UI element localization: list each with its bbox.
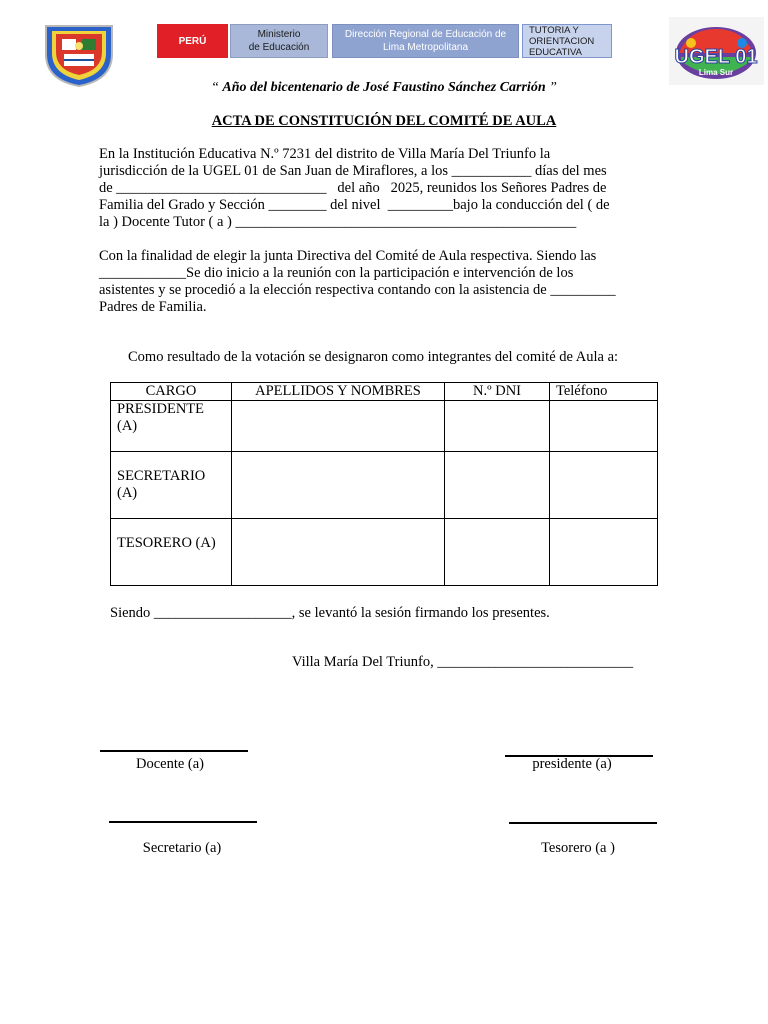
institution-crest-logo xyxy=(42,22,116,88)
table-row xyxy=(111,519,658,586)
purpose-paragraph xyxy=(99,248,659,316)
paragraph-line: asistentes y se procedió a la elección respectiva contando con la asistencia de _________ xyxy=(99,282,616,298)
tutoria-badge xyxy=(522,24,612,58)
table-header-row xyxy=(111,383,658,401)
table-row xyxy=(111,452,658,519)
drelm-badge xyxy=(332,24,519,58)
document-title: ACTA DE CONSTITUCIÓN DEL COMITÉ DE AULA xyxy=(211,113,557,129)
paragraph-line: Padres de Familia. xyxy=(99,299,207,315)
telefono-cell[interactable] xyxy=(550,452,658,519)
intro-paragraph xyxy=(99,146,659,231)
result-paragraph: Como resultado de la votación se designaron como integrantes del comité de Aula a: xyxy=(128,349,619,365)
table-row xyxy=(111,401,658,452)
ministry-line1: Ministerio xyxy=(257,29,301,40)
nombres-cell[interactable] xyxy=(232,519,445,586)
signature-label-presidente: presidente (a) xyxy=(532,756,612,772)
tutoria-line3: EDUCATIVA xyxy=(529,46,582,58)
column-header-telefono: Teléfono xyxy=(550,383,658,401)
column-header-dni: N.º DNI xyxy=(445,383,550,401)
year-motto: “ Año del bicentenario de José Faustino Sánchez Carrión ” xyxy=(211,80,557,95)
nombres-cell[interactable] xyxy=(232,452,445,519)
committee-table xyxy=(110,382,658,586)
ministry-badge xyxy=(230,24,328,58)
tutoria-line2: ORIENTACION xyxy=(529,35,595,47)
signature-line-secretario xyxy=(109,821,257,823)
cargo-line: SECRETARIO xyxy=(117,468,206,484)
cargo-cell xyxy=(111,519,232,586)
paragraph-line: jurisdicción de la UGEL 01 de San Juan de Miraflores, a los ___________ días del mes xyxy=(99,163,607,179)
closing-sentence: Siendo ___________________, se levantó la sesión firmando los presentes. xyxy=(110,605,550,621)
drelm-line2: Lima Metropolitana xyxy=(382,42,469,53)
cargo-line: PRESIDENTE xyxy=(117,401,204,417)
cargo-line: TESORERO (A) xyxy=(117,535,216,551)
dni-cell[interactable] xyxy=(445,401,550,452)
cargo-cell xyxy=(111,452,232,519)
nombres-cell[interactable] xyxy=(232,401,445,452)
column-header-cargo: CARGO xyxy=(111,383,232,401)
tutoria-line1: TUTORIA Y xyxy=(529,24,579,36)
ugel-logo xyxy=(669,17,764,85)
place-date-line: Villa María Del Triunfo, ___________________________ xyxy=(292,654,634,670)
signature-label-docente: Docente (a) xyxy=(135,756,205,772)
column-header-nombres: APELLIDOS Y NOMBRES xyxy=(232,383,445,401)
telefono-cell[interactable] xyxy=(550,401,658,452)
paragraph-line: En la Institución Educativa N.º 7231 del distrito de Villa María Del Triunfo la xyxy=(99,146,551,162)
drelm-line1: Dirección Regional de Educación de xyxy=(344,29,507,40)
peru-badge: PERÚ xyxy=(157,24,228,58)
telefono-cell[interactable] xyxy=(550,519,658,586)
cargo-cell xyxy=(111,401,232,452)
ministry-line2: de Educación xyxy=(248,42,310,53)
cargo-line: (A) xyxy=(117,418,138,434)
dni-cell[interactable] xyxy=(445,519,550,586)
paragraph-line: Con la finalidad de elegir la junta Directiva del Comité de Aula respectiva. Siendo las xyxy=(99,248,597,264)
svg-text:UGEL 01: UGEL 01 xyxy=(674,46,758,68)
paragraph-line: ____________Se dio inicio a la reunión con la participación e intervención de los xyxy=(99,265,574,281)
paragraph-line: la ) Docente Tutor ( a ) _______________________________________________ xyxy=(99,214,577,230)
paragraph-line: de _____________________________ del año 2025, reunidos los Señores Padres de xyxy=(99,180,607,196)
dni-cell[interactable] xyxy=(445,452,550,519)
svg-text:Lima Sur: Lima Sur xyxy=(698,68,734,77)
signature-label-secretario: Secretario (a) xyxy=(142,840,222,856)
signature-line-tesorero xyxy=(509,822,657,824)
signature-line-docente xyxy=(100,750,248,752)
signature-label-tesorero: Tesorero (a ) xyxy=(541,840,615,856)
cargo-line: (A) xyxy=(117,485,138,501)
paragraph-line: Familia del Grado y Sección ________ del nivel _________bajo la conducción del ( de xyxy=(99,197,610,213)
